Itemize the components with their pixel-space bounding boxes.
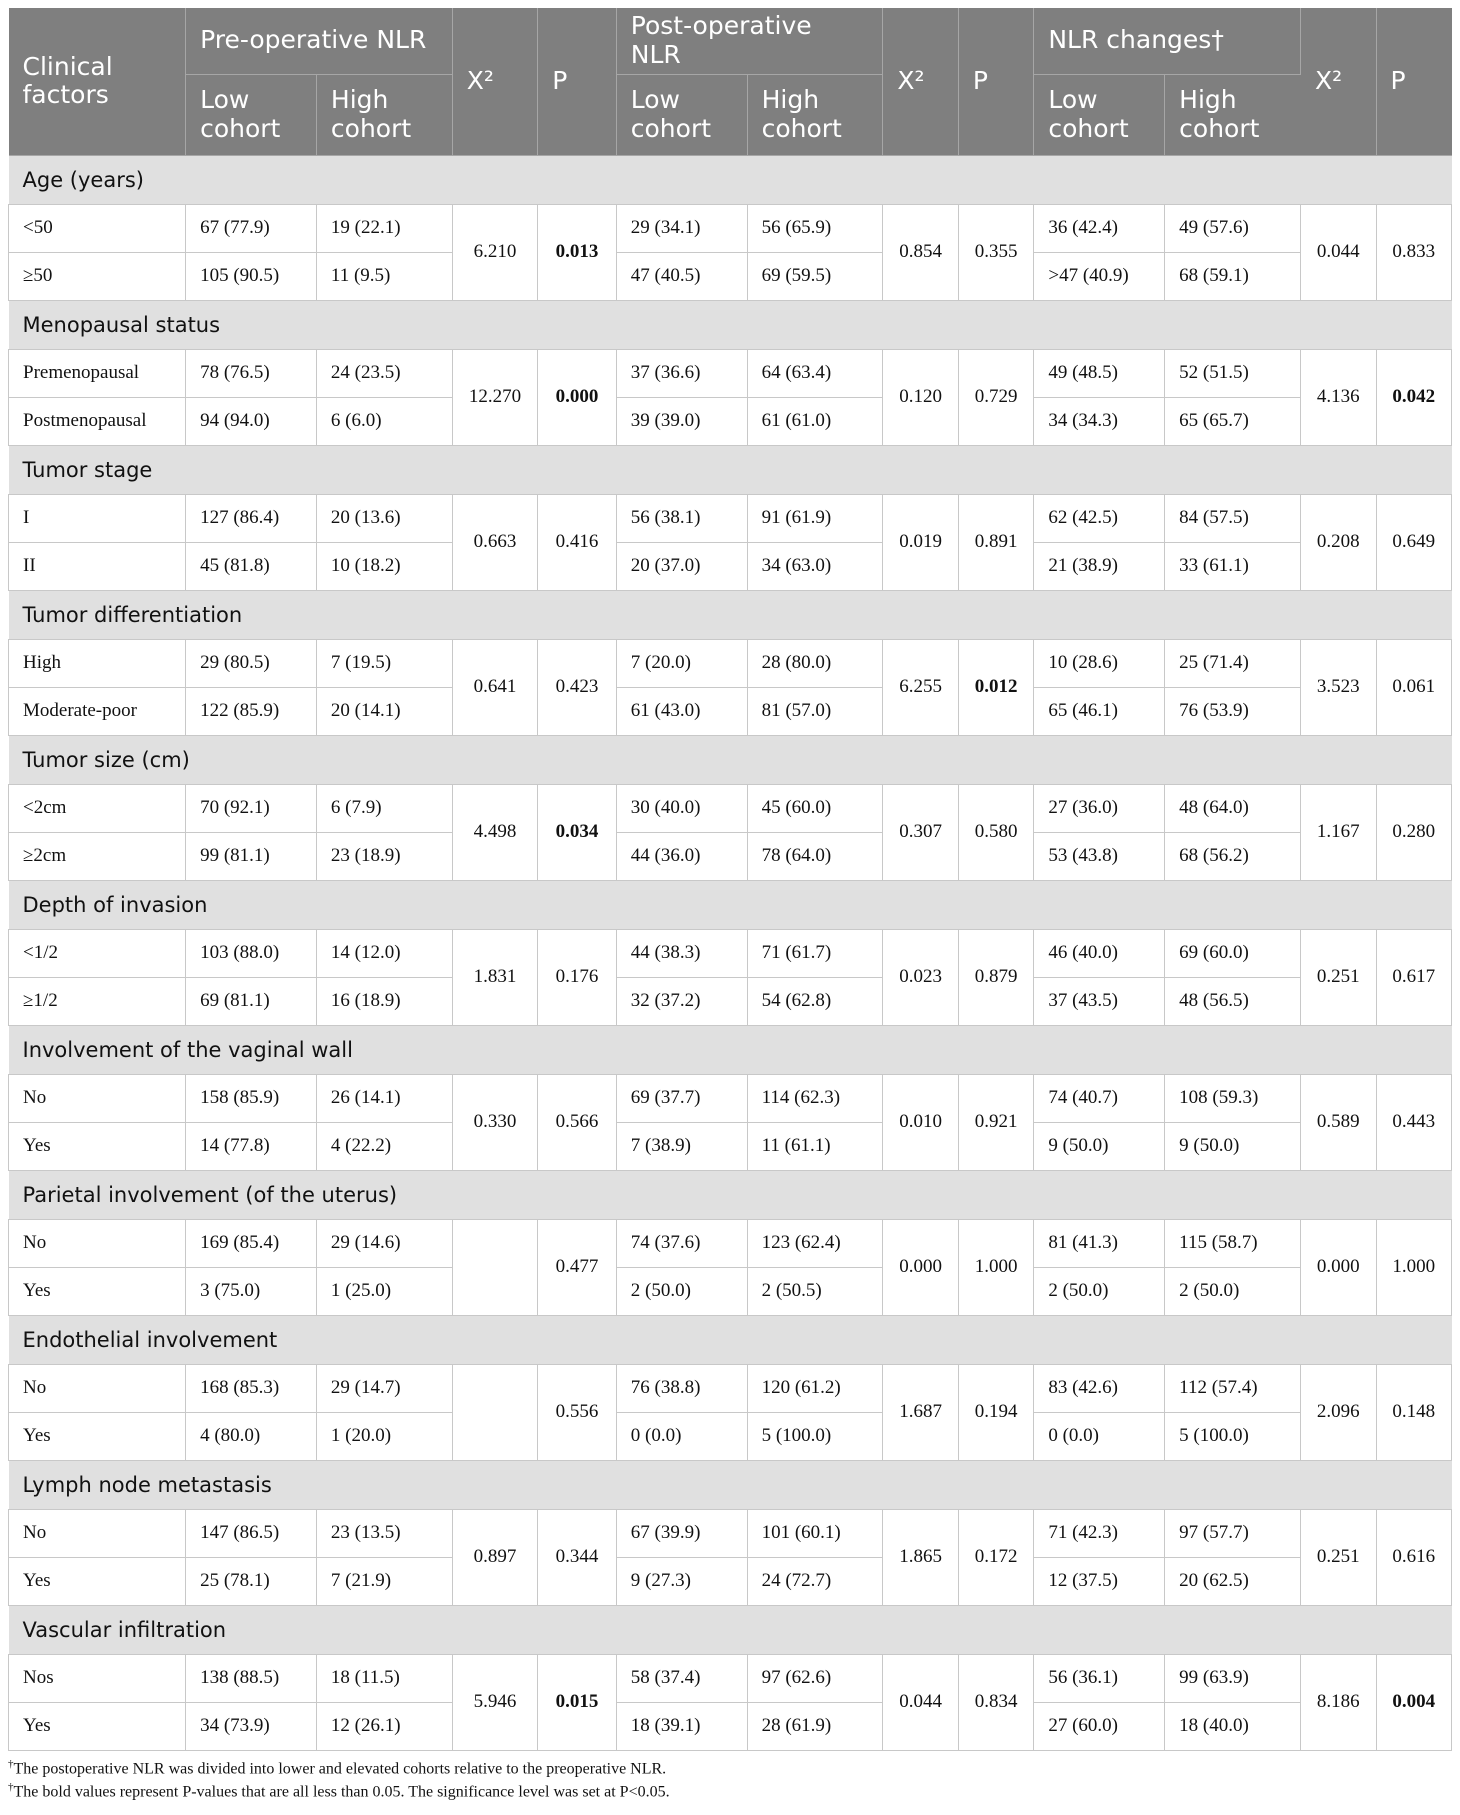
cell-p-post: 0.879 bbox=[958, 929, 1033, 1025]
cell-post-low: 76 (38.8) bbox=[616, 1364, 747, 1412]
group-title: Tumor size (cm) bbox=[9, 735, 1452, 784]
cell-changes-low: 53 (43.8) bbox=[1034, 832, 1165, 880]
row-label: II bbox=[9, 542, 186, 590]
cell-x2-pre: 0.330 bbox=[452, 1074, 538, 1170]
cell-pre-high: 23 (13.5) bbox=[316, 1509, 452, 1557]
cell-p-post: 0.012 bbox=[958, 639, 1033, 735]
cell-post-high: 56 (65.9) bbox=[747, 204, 883, 252]
cell-pre-low: 45 (81.8) bbox=[186, 542, 317, 590]
group-title: Endothelial involvement bbox=[9, 1315, 1452, 1364]
cell-post-low: 61 (43.0) bbox=[616, 687, 747, 735]
cell-post-low: 69 (37.7) bbox=[616, 1074, 747, 1122]
cell-p-changes: 0.280 bbox=[1376, 784, 1452, 880]
cell-p-pre: 0.013 bbox=[538, 204, 616, 300]
cell-p-changes: 0.616 bbox=[1376, 1509, 1452, 1605]
table-body bbox=[9, 155, 1452, 1750]
cell-x2-changes: 4.136 bbox=[1301, 349, 1376, 445]
cell-changes-high: 5 (100.0) bbox=[1165, 1412, 1301, 1460]
group-header-row bbox=[9, 1460, 1452, 1509]
cell-p-post: 0.194 bbox=[958, 1364, 1033, 1460]
cell-p-pre: 0.176 bbox=[538, 929, 616, 1025]
cell-post-low: 20 (37.0) bbox=[616, 542, 747, 590]
cell-changes-low: 56 (36.1) bbox=[1034, 1654, 1165, 1702]
header-p-pre: P bbox=[538, 8, 616, 155]
cell-post-high: 11 (61.1) bbox=[747, 1122, 883, 1170]
group-title: Tumor differentiation bbox=[9, 590, 1452, 639]
header-changes-high-cohort: High cohort bbox=[1165, 74, 1301, 155]
cell-changes-high: 84 (57.5) bbox=[1165, 494, 1301, 542]
footnote-text: The postoperative NLR was divided into lower and elevated cohorts relative to the preoperative NLR. bbox=[13, 1759, 667, 1777]
group-header-row bbox=[9, 735, 1452, 784]
cell-p-pre: 0.556 bbox=[538, 1364, 616, 1460]
cell-x2-pre bbox=[452, 1364, 538, 1460]
footnote-mark: † bbox=[8, 1757, 14, 1770]
header-changes-low-cohort: Low cohort bbox=[1034, 74, 1165, 155]
cell-x2-post: 0.000 bbox=[883, 1219, 958, 1315]
cell-p-post: 0.921 bbox=[958, 1074, 1033, 1170]
row-label: ≥2cm bbox=[9, 832, 186, 880]
group-title: Vascular infiltration bbox=[9, 1605, 1452, 1654]
cell-p-changes: 0.617 bbox=[1376, 929, 1452, 1025]
group-header-row bbox=[9, 880, 1452, 929]
cell-p-changes: 0.042 bbox=[1376, 349, 1452, 445]
table-row bbox=[9, 349, 1452, 397]
cell-x2-post: 0.120 bbox=[883, 349, 958, 445]
cell-pre-high: 18 (11.5) bbox=[316, 1654, 452, 1702]
cell-changes-low: 10 (28.6) bbox=[1034, 639, 1165, 687]
cell-changes-low: 12 (37.5) bbox=[1034, 1557, 1165, 1605]
cell-changes-low: >47 (40.9) bbox=[1034, 252, 1165, 300]
cell-post-high: 28 (61.9) bbox=[747, 1702, 883, 1750]
row-label: No bbox=[9, 1219, 186, 1267]
table-row bbox=[9, 1267, 1452, 1315]
cell-changes-high: 48 (56.5) bbox=[1165, 977, 1301, 1025]
cell-pre-low: 122 (85.9) bbox=[186, 687, 317, 735]
header-pre-low-cohort: Low cohort bbox=[186, 74, 317, 155]
cell-changes-high: 76 (53.9) bbox=[1165, 687, 1301, 735]
cell-pre-high: 29 (14.7) bbox=[316, 1364, 452, 1412]
row-label: Yes bbox=[9, 1702, 186, 1750]
table-row bbox=[9, 687, 1452, 735]
header-post-high-cohort: High cohort bbox=[747, 74, 883, 155]
cell-pre-low: 69 (81.1) bbox=[186, 977, 317, 1025]
cell-pre-high: 16 (18.9) bbox=[316, 977, 452, 1025]
cell-changes-high: 108 (59.3) bbox=[1165, 1074, 1301, 1122]
header-x2-pre: X² bbox=[452, 8, 538, 155]
cell-post-low: 0 (0.0) bbox=[616, 1412, 747, 1460]
table-row bbox=[9, 1702, 1452, 1750]
cell-changes-low: 71 (42.3) bbox=[1034, 1509, 1165, 1557]
header-post-operative-nlr: Post-operative NLR bbox=[616, 8, 883, 74]
cell-post-low: 30 (40.0) bbox=[616, 784, 747, 832]
footnote-mark: † bbox=[8, 1781, 14, 1794]
cell-post-high: 123 (62.4) bbox=[747, 1219, 883, 1267]
cell-post-high: 45 (60.0) bbox=[747, 784, 883, 832]
cell-pre-high: 19 (22.1) bbox=[316, 204, 452, 252]
cell-x2-post: 1.865 bbox=[883, 1509, 958, 1605]
cell-post-high: 54 (62.8) bbox=[747, 977, 883, 1025]
footnote bbox=[8, 1757, 1452, 1781]
cell-post-high: 97 (62.6) bbox=[747, 1654, 883, 1702]
row-label: Premenopausal bbox=[9, 349, 186, 397]
cell-x2-pre: 5.946 bbox=[452, 1654, 538, 1750]
cell-p-changes: 0.004 bbox=[1376, 1654, 1452, 1750]
cell-p-post: 0.891 bbox=[958, 494, 1033, 590]
cell-pre-high: 11 (9.5) bbox=[316, 252, 452, 300]
footnotes bbox=[8, 1757, 1452, 1804]
cell-pre-high: 20 (14.1) bbox=[316, 687, 452, 735]
cell-x2-changes: 0.208 bbox=[1301, 494, 1376, 590]
cell-pre-high: 7 (21.9) bbox=[316, 1557, 452, 1605]
cell-x2-changes: 1.167 bbox=[1301, 784, 1376, 880]
row-label: I bbox=[9, 494, 186, 542]
cell-pre-low: 14 (77.8) bbox=[186, 1122, 317, 1170]
row-label: Yes bbox=[9, 1122, 186, 1170]
cell-changes-high: 65 (65.7) bbox=[1165, 397, 1301, 445]
cell-x2-post: 0.010 bbox=[883, 1074, 958, 1170]
cell-changes-low: 27 (60.0) bbox=[1034, 1702, 1165, 1750]
cell-changes-high: 33 (61.1) bbox=[1165, 542, 1301, 590]
group-title: Tumor stage bbox=[9, 445, 1452, 494]
cell-changes-low: 27 (36.0) bbox=[1034, 784, 1165, 832]
cell-changes-high: 20 (62.5) bbox=[1165, 1557, 1301, 1605]
cell-pre-high: 29 (14.6) bbox=[316, 1219, 452, 1267]
group-header-row bbox=[9, 1315, 1452, 1364]
cell-pre-low: 70 (92.1) bbox=[186, 784, 317, 832]
cell-x2-changes: 2.096 bbox=[1301, 1364, 1376, 1460]
row-label: Nos bbox=[9, 1654, 186, 1702]
cell-p-post: 0.355 bbox=[958, 204, 1033, 300]
table-row bbox=[9, 1219, 1452, 1267]
cell-pre-low: 105 (90.5) bbox=[186, 252, 317, 300]
table-row bbox=[9, 204, 1452, 252]
group-header-row bbox=[9, 155, 1452, 204]
cell-pre-low: 158 (85.9) bbox=[186, 1074, 317, 1122]
cell-changes-high: 52 (51.5) bbox=[1165, 349, 1301, 397]
cell-x2-post: 0.023 bbox=[883, 929, 958, 1025]
header-x2-post: X² bbox=[883, 8, 958, 155]
cell-x2-changes: 0.251 bbox=[1301, 929, 1376, 1025]
cell-pre-high: 6 (6.0) bbox=[316, 397, 452, 445]
cell-changes-low: 62 (42.5) bbox=[1034, 494, 1165, 542]
cell-pre-high: 1 (25.0) bbox=[316, 1267, 452, 1315]
cell-p-post: 0.580 bbox=[958, 784, 1033, 880]
cell-changes-low: 2 (50.0) bbox=[1034, 1267, 1165, 1315]
cell-post-high: 28 (80.0) bbox=[747, 639, 883, 687]
header-p-changes: P bbox=[1376, 8, 1452, 155]
header-nlr-changes: NLR changes† bbox=[1034, 8, 1301, 74]
cell-pre-high: 26 (14.1) bbox=[316, 1074, 452, 1122]
group-title: Menopausal status bbox=[9, 300, 1452, 349]
cell-x2-changes: 0.000 bbox=[1301, 1219, 1376, 1315]
cell-pre-high: 4 (22.2) bbox=[316, 1122, 452, 1170]
cell-pre-high: 1 (20.0) bbox=[316, 1412, 452, 1460]
footnote bbox=[8, 1780, 1452, 1804]
cell-x2-changes: 0.589 bbox=[1301, 1074, 1376, 1170]
row-label: ≥50 bbox=[9, 252, 186, 300]
cell-pre-high: 23 (18.9) bbox=[316, 832, 452, 880]
table-row bbox=[9, 1654, 1452, 1702]
cell-pre-low: 34 (73.9) bbox=[186, 1702, 317, 1750]
cell-post-high: 81 (57.0) bbox=[747, 687, 883, 735]
cell-post-high: 61 (61.0) bbox=[747, 397, 883, 445]
cell-x2-pre: 1.831 bbox=[452, 929, 538, 1025]
cell-changes-low: 21 (38.9) bbox=[1034, 542, 1165, 590]
cell-pre-high: 6 (7.9) bbox=[316, 784, 452, 832]
cell-x2-post: 0.307 bbox=[883, 784, 958, 880]
cell-pre-low: 67 (77.9) bbox=[186, 204, 317, 252]
group-header-row bbox=[9, 1025, 1452, 1074]
cell-pre-low: 147 (86.5) bbox=[186, 1509, 317, 1557]
cell-pre-low: 127 (86.4) bbox=[186, 494, 317, 542]
row-label: No bbox=[9, 1509, 186, 1557]
table-row bbox=[9, 1122, 1452, 1170]
cell-p-pre: 0.416 bbox=[538, 494, 616, 590]
cell-changes-low: 46 (40.0) bbox=[1034, 929, 1165, 977]
row-label: <2cm bbox=[9, 784, 186, 832]
row-label: Yes bbox=[9, 1267, 186, 1315]
cell-x2-pre bbox=[452, 1219, 538, 1315]
cell-pre-low: 25 (78.1) bbox=[186, 1557, 317, 1605]
cell-p-pre: 0.566 bbox=[538, 1074, 616, 1170]
cell-post-low: 74 (37.6) bbox=[616, 1219, 747, 1267]
cell-post-high: 120 (61.2) bbox=[747, 1364, 883, 1412]
cell-p-post: 1.000 bbox=[958, 1219, 1033, 1315]
cell-x2-post: 1.687 bbox=[883, 1364, 958, 1460]
cell-post-low: 44 (36.0) bbox=[616, 832, 747, 880]
group-header-row bbox=[9, 590, 1452, 639]
cell-post-high: 69 (59.5) bbox=[747, 252, 883, 300]
row-label: Yes bbox=[9, 1557, 186, 1605]
table-row bbox=[9, 929, 1452, 977]
cell-p-changes: 0.443 bbox=[1376, 1074, 1452, 1170]
row-label: <50 bbox=[9, 204, 186, 252]
cell-post-low: 2 (50.0) bbox=[616, 1267, 747, 1315]
cell-post-low: 47 (40.5) bbox=[616, 252, 747, 300]
cell-x2-pre: 0.897 bbox=[452, 1509, 538, 1605]
group-header-row bbox=[9, 445, 1452, 494]
cell-post-low: 58 (37.4) bbox=[616, 1654, 747, 1702]
cell-changes-low: 65 (46.1) bbox=[1034, 687, 1165, 735]
cell-changes-high: 69 (60.0) bbox=[1165, 929, 1301, 977]
cell-p-changes: 0.061 bbox=[1376, 639, 1452, 735]
cell-post-low: 67 (39.9) bbox=[616, 1509, 747, 1557]
cell-x2-pre: 12.270 bbox=[452, 349, 538, 445]
header-x2-changes: X² bbox=[1301, 8, 1376, 155]
cell-post-high: 2 (50.5) bbox=[747, 1267, 883, 1315]
cell-changes-high: 68 (59.1) bbox=[1165, 252, 1301, 300]
cell-pre-low: 4 (80.0) bbox=[186, 1412, 317, 1460]
group-header-row bbox=[9, 1605, 1452, 1654]
row-label: ≥1/2 bbox=[9, 977, 186, 1025]
cell-post-high: 101 (60.1) bbox=[747, 1509, 883, 1557]
cell-p-pre: 0.423 bbox=[538, 639, 616, 735]
row-label: High bbox=[9, 639, 186, 687]
table-row bbox=[9, 1509, 1452, 1557]
cell-pre-low: 138 (88.5) bbox=[186, 1654, 317, 1702]
group-title: Lymph node metastasis bbox=[9, 1460, 1452, 1509]
cell-x2-pre: 0.663 bbox=[452, 494, 538, 590]
group-header-row bbox=[9, 1170, 1452, 1219]
cell-pre-low: 168 (85.3) bbox=[186, 1364, 317, 1412]
cell-pre-low: 99 (81.1) bbox=[186, 832, 317, 880]
table-row bbox=[9, 1557, 1452, 1605]
table-row bbox=[9, 639, 1452, 687]
cell-changes-low: 36 (42.4) bbox=[1034, 204, 1165, 252]
cell-x2-changes: 3.523 bbox=[1301, 639, 1376, 735]
cell-changes-low: 49 (48.5) bbox=[1034, 349, 1165, 397]
cell-changes-high: 97 (57.7) bbox=[1165, 1509, 1301, 1557]
cell-changes-low: 34 (34.3) bbox=[1034, 397, 1165, 445]
cell-post-low: 9 (27.3) bbox=[616, 1557, 747, 1605]
cell-post-high: 91 (61.9) bbox=[747, 494, 883, 542]
cell-post-high: 114 (62.3) bbox=[747, 1074, 883, 1122]
header-pre-high-cohort: High cohort bbox=[316, 74, 452, 155]
cell-changes-high: 25 (71.4) bbox=[1165, 639, 1301, 687]
cell-pre-low: 78 (76.5) bbox=[186, 349, 317, 397]
cell-changes-high: 115 (58.7) bbox=[1165, 1219, 1301, 1267]
cell-pre-high: 10 (18.2) bbox=[316, 542, 452, 590]
table-row bbox=[9, 784, 1452, 832]
header-clinical-factors: Clinical factors bbox=[9, 8, 186, 155]
header-pre-operative-nlr: Pre-operative NLR bbox=[186, 8, 453, 74]
table-container bbox=[8, 8, 1452, 1804]
row-label: Postmenopausal bbox=[9, 397, 186, 445]
table-row bbox=[9, 397, 1452, 445]
cell-p-pre: 0.000 bbox=[538, 349, 616, 445]
cell-post-low: 56 (38.1) bbox=[616, 494, 747, 542]
group-title: Depth of invasion bbox=[9, 880, 1452, 929]
cell-p-changes: 0.148 bbox=[1376, 1364, 1452, 1460]
cell-changes-high: 18 (40.0) bbox=[1165, 1702, 1301, 1750]
cell-x2-pre: 0.641 bbox=[452, 639, 538, 735]
cell-x2-post: 0.044 bbox=[883, 1654, 958, 1750]
table-row bbox=[9, 1364, 1452, 1412]
cell-p-pre: 0.015 bbox=[538, 1654, 616, 1750]
cell-pre-low: 3 (75.0) bbox=[186, 1267, 317, 1315]
table-row bbox=[9, 1074, 1452, 1122]
cell-x2-pre: 6.210 bbox=[452, 204, 538, 300]
cell-pre-low: 103 (88.0) bbox=[186, 929, 317, 977]
cell-p-post: 0.172 bbox=[958, 1509, 1033, 1605]
group-title: Age (years) bbox=[9, 155, 1452, 204]
footnote-text: The bold values represent P-values that are all less than 0.05. The significance level was set at P<0.05. bbox=[13, 1783, 670, 1801]
cell-p-changes: 0.833 bbox=[1376, 204, 1452, 300]
cell-changes-low: 81 (41.3) bbox=[1034, 1219, 1165, 1267]
cell-changes-high: 48 (64.0) bbox=[1165, 784, 1301, 832]
table-row bbox=[9, 1412, 1452, 1460]
row-label: No bbox=[9, 1074, 186, 1122]
cell-post-low: 39 (39.0) bbox=[616, 397, 747, 445]
cell-changes-high: 2 (50.0) bbox=[1165, 1267, 1301, 1315]
cell-x2-pre: 4.498 bbox=[452, 784, 538, 880]
cell-changes-low: 9 (50.0) bbox=[1034, 1122, 1165, 1170]
cell-post-low: 37 (36.6) bbox=[616, 349, 747, 397]
cell-pre-high: 20 (13.6) bbox=[316, 494, 452, 542]
row-label: Moderate-poor bbox=[9, 687, 186, 735]
cell-p-pre: 0.034 bbox=[538, 784, 616, 880]
cell-post-high: 34 (63.0) bbox=[747, 542, 883, 590]
cell-p-pre: 0.477 bbox=[538, 1219, 616, 1315]
cell-post-high: 71 (61.7) bbox=[747, 929, 883, 977]
row-label: Yes bbox=[9, 1412, 186, 1460]
cell-post-high: 64 (63.4) bbox=[747, 349, 883, 397]
cell-post-low: 7 (38.9) bbox=[616, 1122, 747, 1170]
cell-post-low: 32 (37.2) bbox=[616, 977, 747, 1025]
cell-changes-high: 9 (50.0) bbox=[1165, 1122, 1301, 1170]
table-header bbox=[9, 8, 1452, 155]
header-post-low-cohort: Low cohort bbox=[616, 74, 747, 155]
cell-x2-post: 6.255 bbox=[883, 639, 958, 735]
cell-p-pre: 0.344 bbox=[538, 1509, 616, 1605]
cell-changes-low: 0 (0.0) bbox=[1034, 1412, 1165, 1460]
clinical-factors-table bbox=[8, 8, 1452, 1751]
cell-post-low: 44 (38.3) bbox=[616, 929, 747, 977]
cell-x2-changes: 8.186 bbox=[1301, 1654, 1376, 1750]
group-title: Involvement of the vaginal wall bbox=[9, 1025, 1452, 1074]
cell-changes-low: 74 (40.7) bbox=[1034, 1074, 1165, 1122]
table-row bbox=[9, 977, 1452, 1025]
cell-p-changes: 0.649 bbox=[1376, 494, 1452, 590]
cell-pre-low: 169 (85.4) bbox=[186, 1219, 317, 1267]
cell-changes-high: 49 (57.6) bbox=[1165, 204, 1301, 252]
cell-post-low: 7 (20.0) bbox=[616, 639, 747, 687]
cell-pre-high: 12 (26.1) bbox=[316, 1702, 452, 1750]
cell-changes-low: 83 (42.6) bbox=[1034, 1364, 1165, 1412]
row-label: No bbox=[9, 1364, 186, 1412]
header-p-post: P bbox=[958, 8, 1033, 155]
cell-pre-high: 7 (19.5) bbox=[316, 639, 452, 687]
cell-changes-high: 99 (63.9) bbox=[1165, 1654, 1301, 1702]
group-title: Parietal involvement (of the uterus) bbox=[9, 1170, 1452, 1219]
table-row bbox=[9, 542, 1452, 590]
cell-changes-high: 68 (56.2) bbox=[1165, 832, 1301, 880]
table-row bbox=[9, 832, 1452, 880]
cell-x2-post: 0.019 bbox=[883, 494, 958, 590]
table-row bbox=[9, 252, 1452, 300]
cell-post-high: 78 (64.0) bbox=[747, 832, 883, 880]
cell-x2-post: 0.854 bbox=[883, 204, 958, 300]
row-label: <1/2 bbox=[9, 929, 186, 977]
cell-changes-high: 112 (57.4) bbox=[1165, 1364, 1301, 1412]
cell-p-post: 0.834 bbox=[958, 1654, 1033, 1750]
cell-pre-high: 24 (23.5) bbox=[316, 349, 452, 397]
cell-post-low: 18 (39.1) bbox=[616, 1702, 747, 1750]
cell-post-low: 29 (34.1) bbox=[616, 204, 747, 252]
cell-pre-low: 94 (94.0) bbox=[186, 397, 317, 445]
cell-pre-low: 29 (80.5) bbox=[186, 639, 317, 687]
cell-p-changes: 1.000 bbox=[1376, 1219, 1452, 1315]
group-header-row bbox=[9, 300, 1452, 349]
cell-x2-changes: 0.251 bbox=[1301, 1509, 1376, 1605]
cell-post-high: 24 (72.7) bbox=[747, 1557, 883, 1605]
cell-x2-changes: 0.044 bbox=[1301, 204, 1376, 300]
cell-changes-low: 37 (43.5) bbox=[1034, 977, 1165, 1025]
cell-pre-high: 14 (12.0) bbox=[316, 929, 452, 977]
cell-p-post: 0.729 bbox=[958, 349, 1033, 445]
table-row bbox=[9, 494, 1452, 542]
cell-post-high: 5 (100.0) bbox=[747, 1412, 883, 1460]
